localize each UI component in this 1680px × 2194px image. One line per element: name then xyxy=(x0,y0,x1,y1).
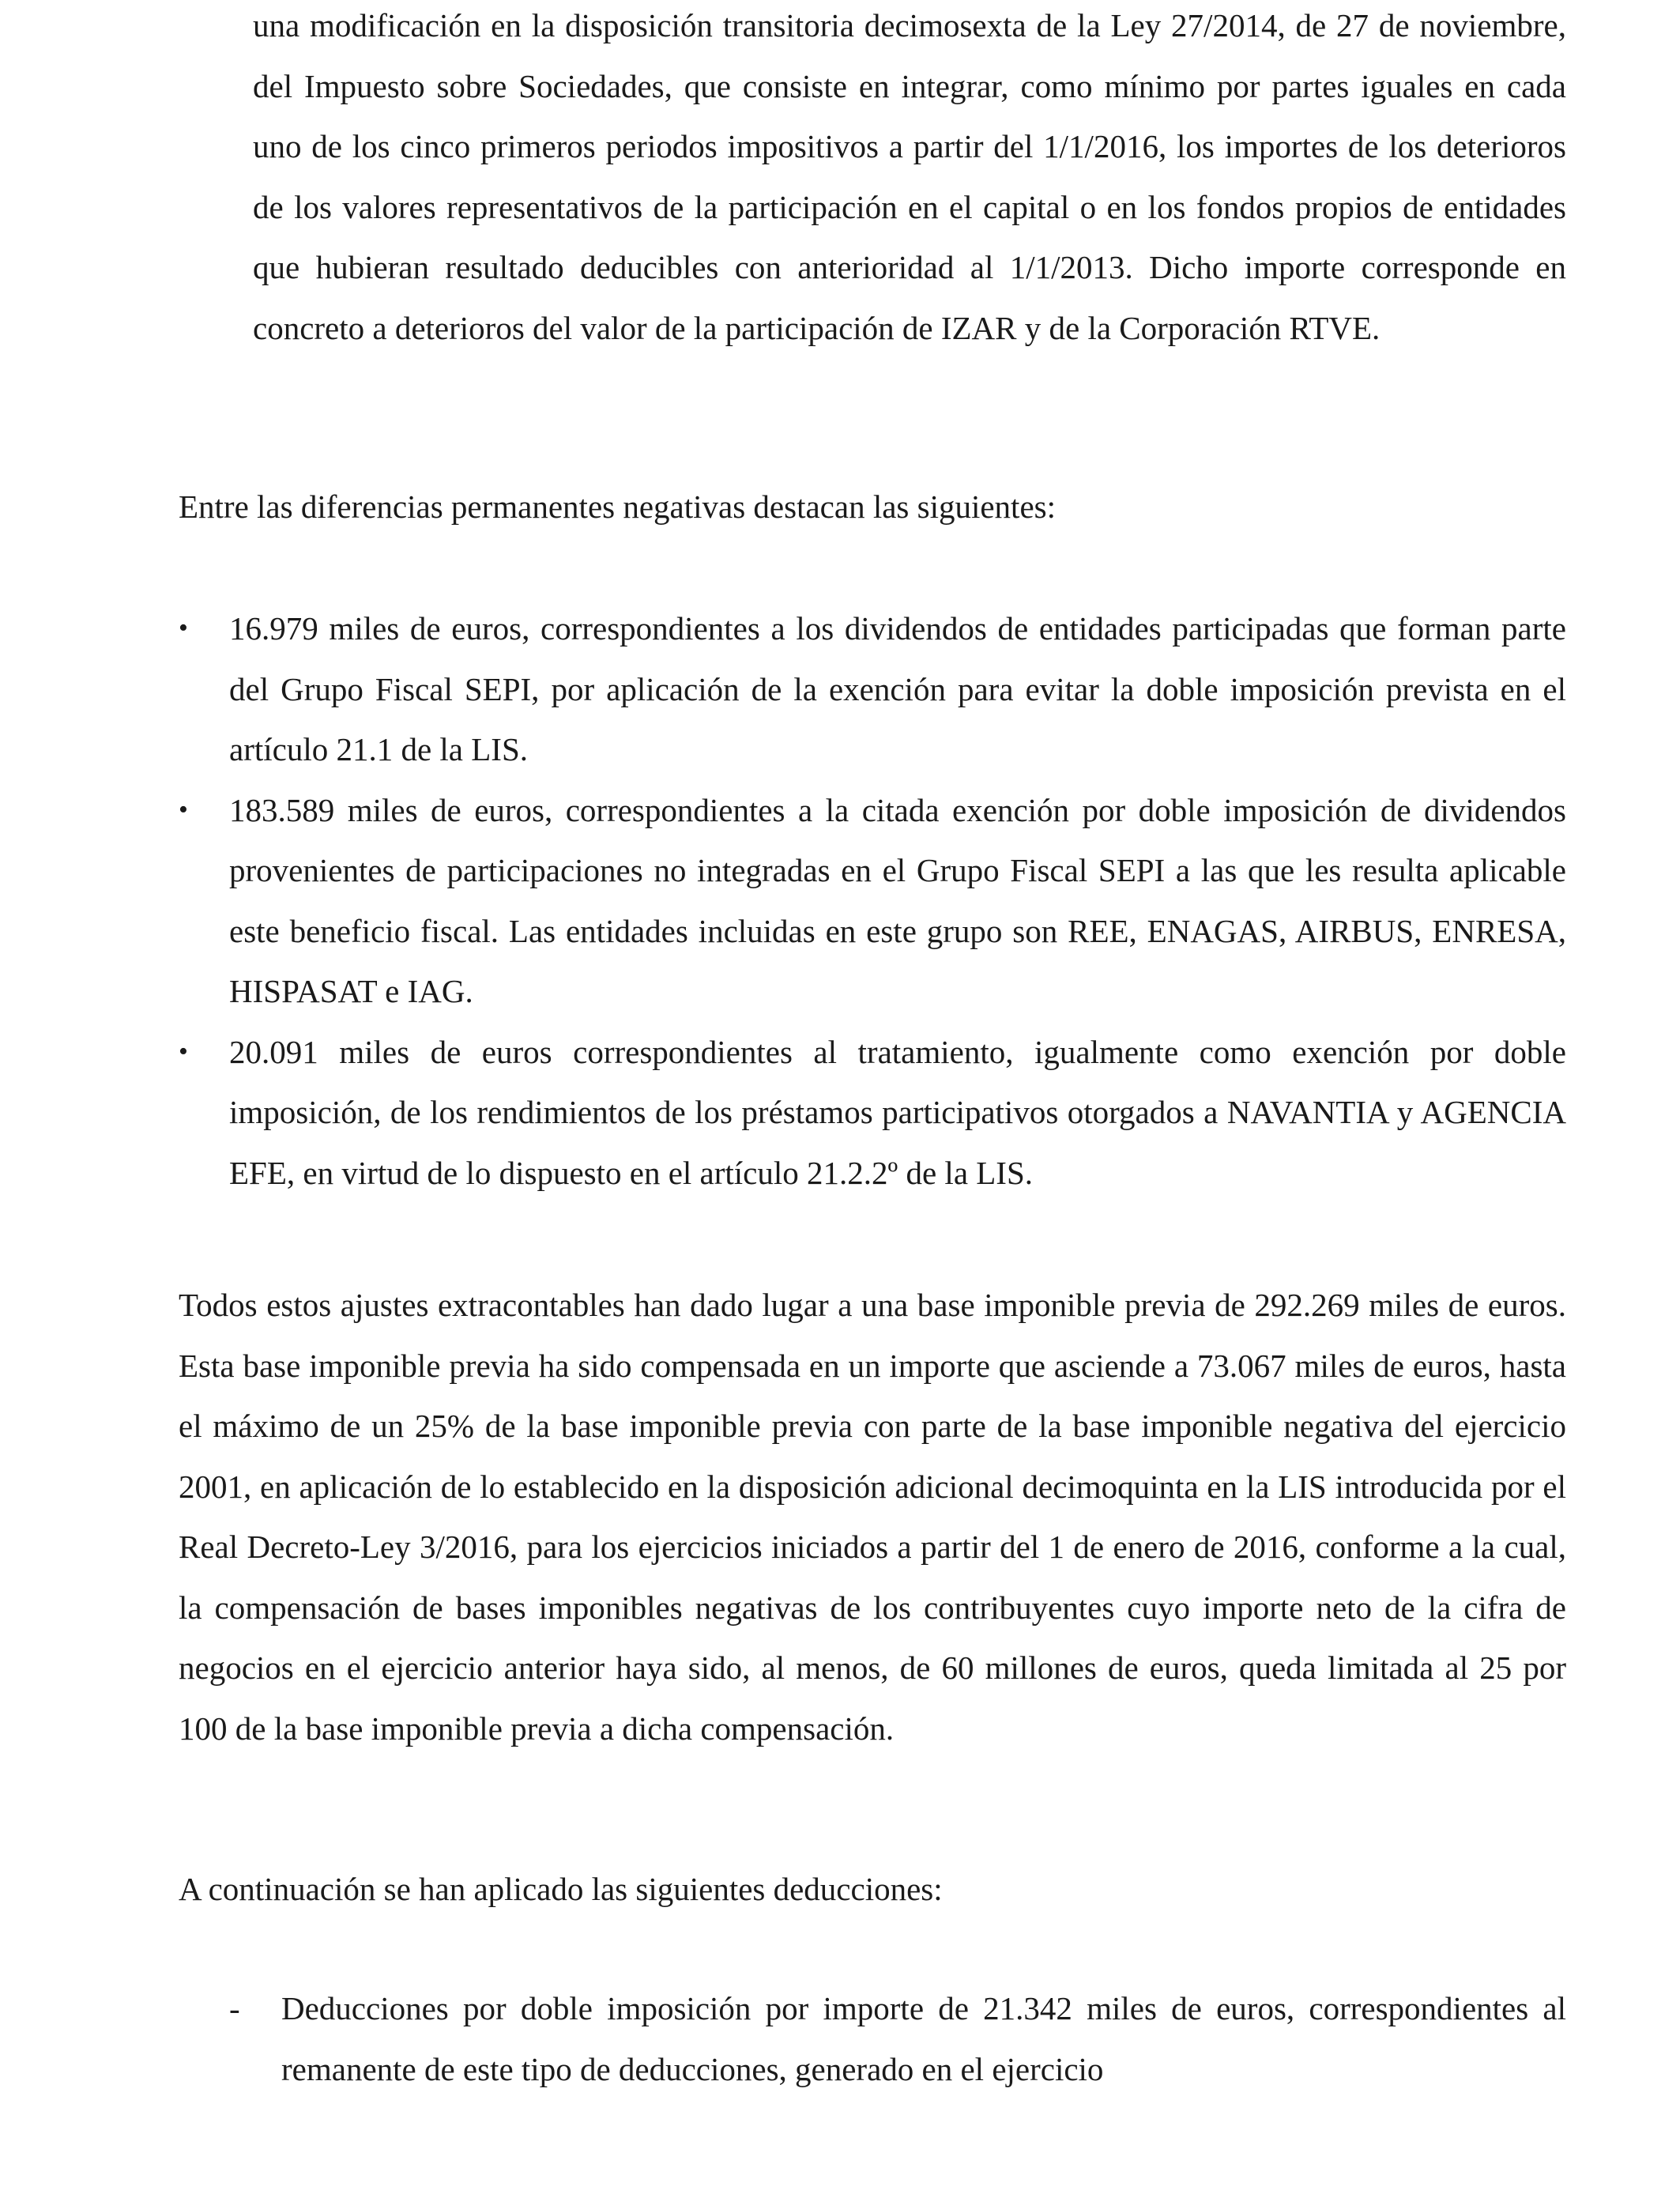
bullet-marker: • xyxy=(179,1036,188,1066)
list-item-text: 183.589 miles de euros, correspondientes a la citada exención por doble imposición de dividendos provenientes de participaciones no integradas en el Grupo Fiscal SEPI a las que les resulta aplicable este beneficio fiscal. Las entidades incluidas en este grupo son REE, ENAGAS, AIRBUS, ENRESA, HISPASAT e IAG. xyxy=(229,791,1566,1009)
dash-marker: - xyxy=(229,1990,240,2026)
bullet-marker: • xyxy=(179,794,188,824)
list-item-text: 20.091 miles de euros correspondientes al tratamiento, igualmente como exención por doble imposición, de los rendimientos de los préstamos participativos otorgados a NAVANTIA y AGENCIA EFE, en virtud de lo dispuesto en el artículo 21.2.2º de la LIS. xyxy=(229,1033,1566,1191)
paragraph-tax-base: Todos estos ajustes extracontables han dado lugar a una base imponible previa de 292.269 miles de euros. Esta base imponible previa ha sido compensada en un importe que asciende a 73.067 miles de euros, hasta el máximo de un 25% de la base imponible previa con parte de la base imponible negativa del ejercicio 2001, en aplicación de lo establecido en la disposición adicional decimoquinta en la LIS introducida por el Real Decreto-Ley 3/2016, para los ejercicios iniciados a partir del 1 de enero de 2016, conforme a la cual, la compensación de bases imponibles negativas de los contribuyentes cuyo importe neto de la cifra de negocios en el ejercicio anterior haya sido, al menos, de 60 millones de euros, queda limitada al 25 por 100 de la base imponible previa a dicha compensación. xyxy=(179,1287,1566,1747)
paragraph-deductions-intro: A continuación se han aplicado las siguientes deducciones: xyxy=(179,1871,943,1907)
paragraph-impairment-reversal: una modificación en la disposición transitoria decimosexta de la Ley 27/2014, de 27 de noviembre, del Impuesto sobre Sociedades, que consiste en integrar, como mínimo por partes iguales en cada uno de los cinco primeros periodos impositivos a partir del 1/1/2016, los importes de los deterioros de los valores representativos de la participación en el capital o en los fondos propios de entidades que hubieran resultado deducibles con anterioridad al 1/1/2013. Dicho importe corresponde en concreto a deterioros del valor de la participación de IZAR y de la Corporación RTVE. xyxy=(253,7,1566,346)
list-item xyxy=(229,1978,1566,2099)
list-item xyxy=(179,598,1566,780)
bullet-marker: • xyxy=(179,613,188,643)
negative-differences-list xyxy=(179,598,1566,1203)
list-item-text: 16.979 miles de euros, correspondientes a los dividendos de entidades participadas que forman parte del Grupo Fiscal SEPI, por aplicación de la exención para evitar la doble imposición prevista en el artículo 21.1 de la LIS. xyxy=(229,610,1566,767)
paragraph-negative-differences-intro: Entre las diferencias permanentes negativas destacan las siguientes: xyxy=(179,488,1056,525)
list-item xyxy=(179,780,1566,1022)
list-item-text: Deducciones por doble imposición por importe de 21.342 miles de euros, correspondientes al remanente de este tipo de deducciones, generado en el ejercicio xyxy=(281,1990,1566,2087)
list-item xyxy=(179,1022,1566,1204)
deductions-list xyxy=(229,1978,1566,2099)
